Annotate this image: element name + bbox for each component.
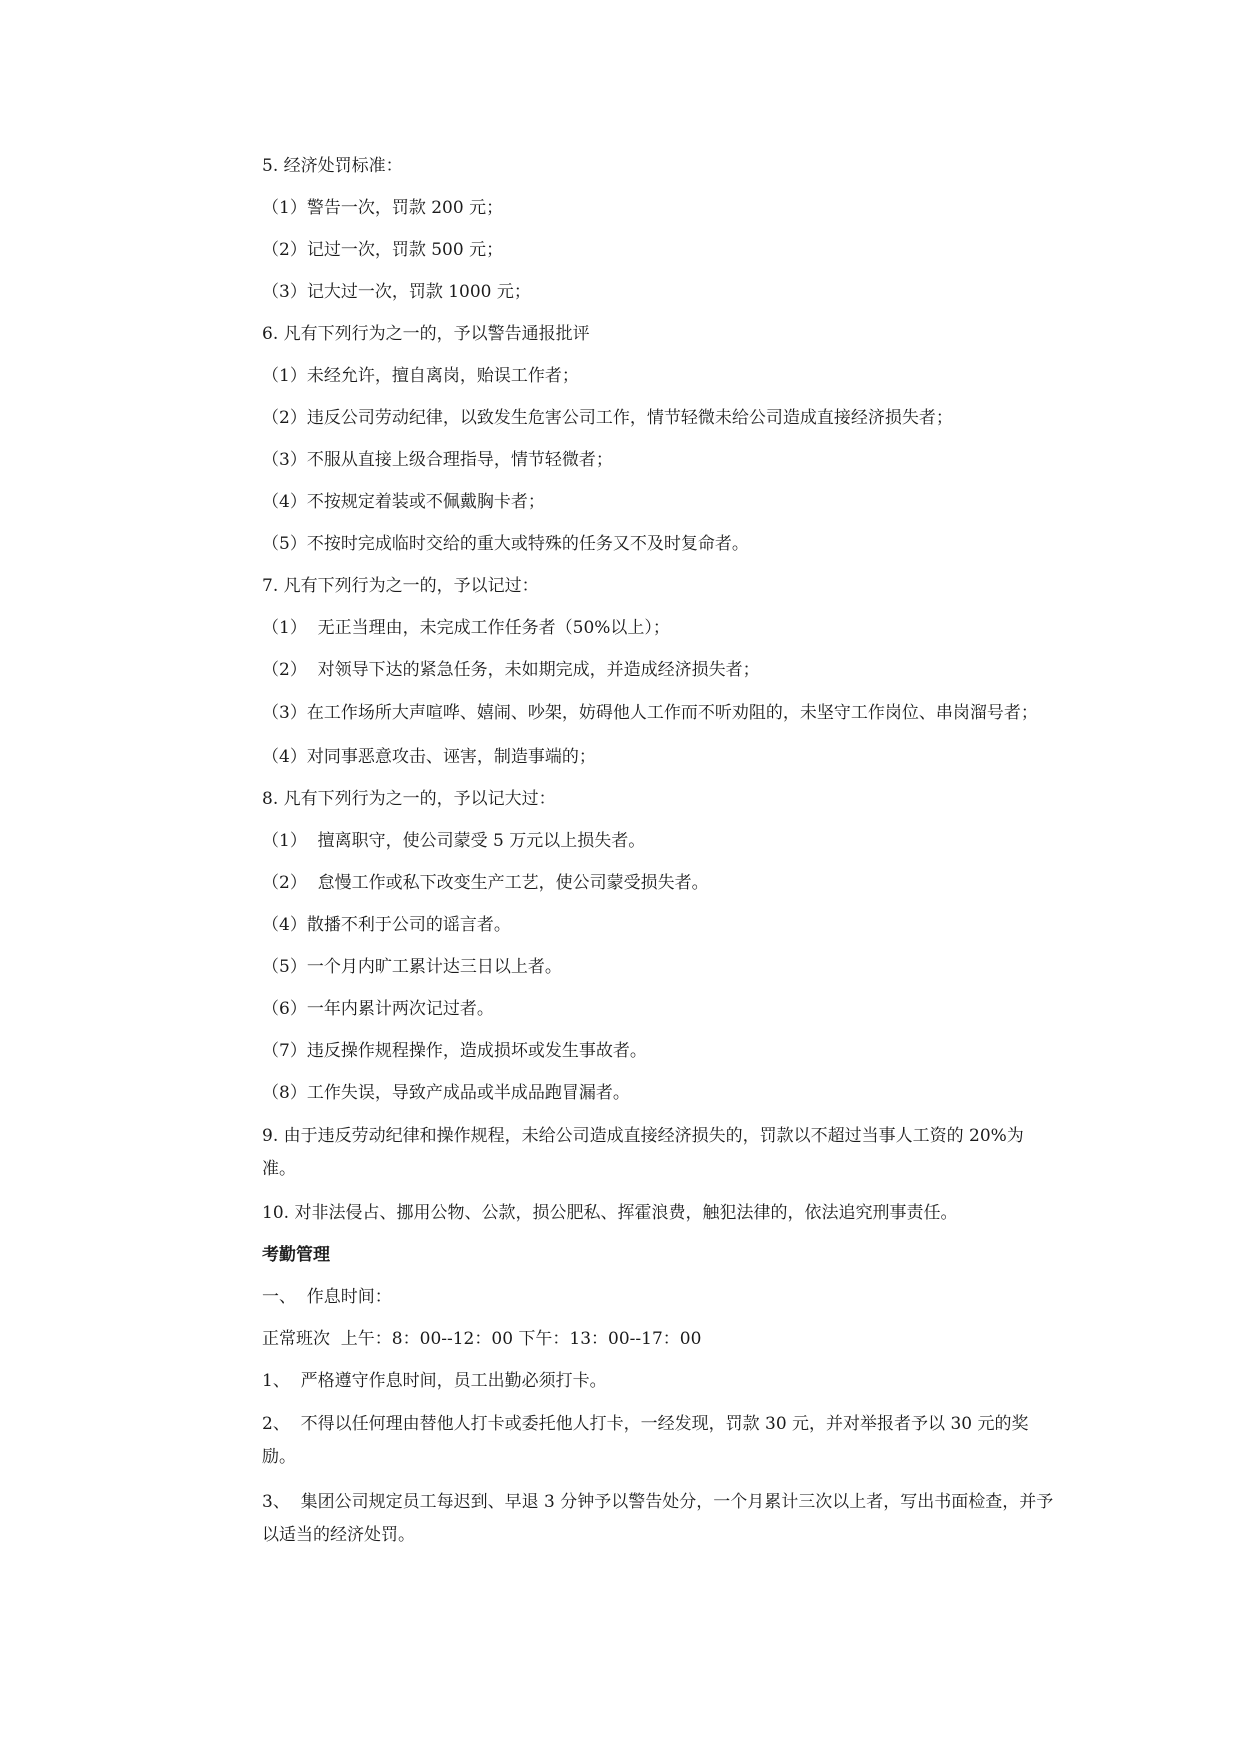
- list-item: （7）违反操作规程操作，造成损坏或发生事故者。: [262, 1041, 647, 1061]
- list-item: （2）违反公司劳动纪律，以致发生危害公司工作，情节轻微未给公司造成直接经济损失者；: [262, 408, 953, 428]
- list-item: （2） 怠慢工作或私下改变生产工艺，使公司蒙受损失者。: [262, 873, 709, 893]
- list-item: （5）不按时完成临时交给的重大或特殊的任务又不及时复命者。: [262, 534, 749, 554]
- paragraph-work-hours-title: 一、 作息时间：: [262, 1287, 392, 1307]
- paragraph-warning-rules: 6. 凡有下列行为之一的，予以警告通报批评: [262, 324, 590, 344]
- list-item: （5）一个月内旷工累计达三日以上者。: [262, 957, 562, 977]
- section-heading-attendance: 考勤管理: [262, 1245, 330, 1265]
- list-item: （1） 无正当理由，未完成工作任务者（50%以上）；: [262, 618, 670, 638]
- paragraph-demerit-rules: 7. 凡有下列行为之一的，予以记过：: [262, 576, 539, 596]
- document-body: [262, 151, 1057, 1564]
- paragraph-penalty-demerit: （2）记过一次，罚款 500 元；: [262, 240, 504, 260]
- paragraph-penalty-warning: （1）警告一次，罚款 200 元；: [262, 198, 504, 218]
- paragraph-penalty-standard: 5. 经济处罚标准：: [262, 156, 403, 176]
- list-item: （3）不服从直接上级合理指导，情节轻微者；: [262, 450, 613, 470]
- list-item: （8）工作失误，导致产成品或半成品跑冒漏者。: [262, 1083, 630, 1103]
- paragraph-major-demerit-rules: 8. 凡有下列行为之一的，予以记大过：: [262, 789, 556, 809]
- list-item: （6）一年内累计两次记过者。: [262, 999, 494, 1019]
- list-item: （4）散播不利于公司的谣言者。: [262, 915, 511, 935]
- list-item: 3、 集团公司规定员工每迟到、早退 3 分钟予以警告处分，一个月累计三次以上者，写出书面检查，并予以适当的经济处罚。: [262, 1492, 1054, 1545]
- list-item: （2） 对领导下达的紧急任务，未如期完成，并造成经济损失者；: [262, 660, 760, 680]
- paragraph-fine-limit: 9. 由于违反劳动纪律和操作规程，未给公司造成直接经济损失的，罚款以不超过当事人工资的 20%为准。: [262, 1126, 1024, 1179]
- list-item: 2、 不得以任何理由替他人打卡或委托他人打卡，一经发现，罚款 30 元，并对举报者予以 30 元的奖励。: [262, 1414, 1029, 1467]
- paragraph-criminal-liability: 10. 对非法侵占、挪用公物、公款，损公肥私、挥霍浪费，触犯法律的，依法追究刑事责任。: [262, 1203, 958, 1223]
- list-item: （4）不按规定着装或不佩戴胸卡者；: [262, 492, 545, 512]
- list-item: 1、 严格遵守作息时间，员工出勤必须打卡。: [262, 1371, 607, 1391]
- paragraph-penalty-major-demerit: （3）记大过一次，罚款 1000 元；: [262, 282, 531, 302]
- list-item: （1）未经允许，擅自离岗，贻误工作者；: [262, 366, 579, 386]
- paragraph-shift-times: 正常班次 上午：8：00--12：00 下午：13：00--17：00: [262, 1329, 702, 1349]
- list-item: （1） 擅离职守，使公司蒙受 5 万元以上损失者。: [262, 831, 646, 851]
- list-item: （4）对同事恶意攻击、诬害，制造事端的；: [262, 747, 596, 767]
- list-item: （3）在工作场所大声喧哗、嬉闹、吵架，妨碍他人工作而不听劝阻的，未坚守工作岗位、串岗溜号者；: [262, 703, 1038, 723]
